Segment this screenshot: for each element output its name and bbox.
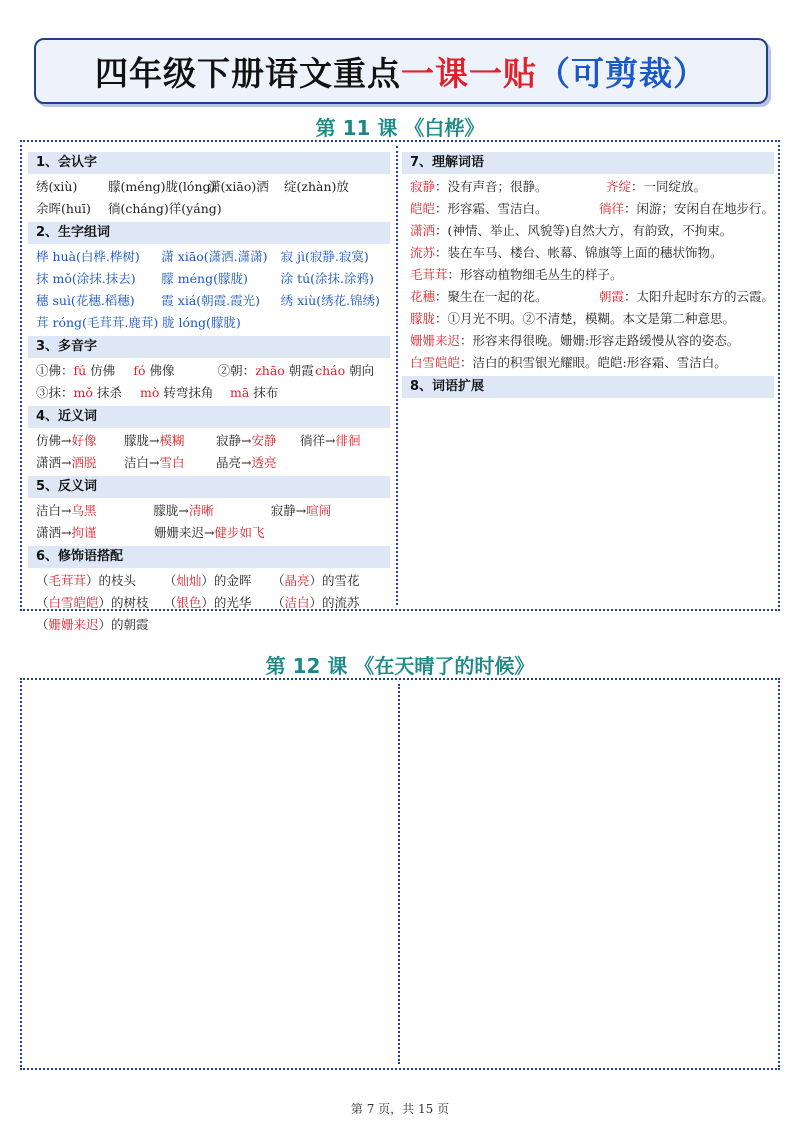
item-cell: 朦(méng)胧(lóng) xyxy=(108,179,216,194)
modifier: 洁白 xyxy=(284,595,310,610)
paren: （ xyxy=(36,595,49,610)
paren: （ xyxy=(36,617,49,632)
word: 朦胧→ xyxy=(124,433,160,448)
answer: 拘谨 xyxy=(71,525,97,540)
item-cell xyxy=(36,312,162,334)
meaning: ：①月光不明。②不清楚，模糊。本文是第二种意思。 xyxy=(435,311,736,326)
word: 仿佛→ xyxy=(36,433,72,448)
item-cell xyxy=(281,290,390,312)
word-pair xyxy=(36,500,153,522)
answer: 乌黑 xyxy=(71,503,97,518)
column-divider xyxy=(398,684,400,1064)
meaning: ：装在车马、楼台、帐幕、锦旗等上面的穗状饰物。 xyxy=(435,245,723,260)
glyph-pinyin: 潇 xiāo(潇洒.潇潇) xyxy=(161,249,268,264)
definition-row xyxy=(402,242,774,264)
term: 流苏 xyxy=(410,245,436,260)
glyph-pinyin: 朦 méng(朦胧) xyxy=(161,271,248,286)
item-cell xyxy=(315,360,390,382)
definition-row xyxy=(402,220,774,242)
lesson-11-left-column xyxy=(28,150,390,636)
definition-row xyxy=(402,308,774,330)
word-pair xyxy=(36,430,124,452)
item-cell xyxy=(133,360,217,382)
noun: 的金晖 xyxy=(213,573,252,588)
meaning: ：形容动植物细毛丛生的样子。 xyxy=(447,267,623,282)
paren: ） xyxy=(98,595,112,610)
item-cell xyxy=(161,290,280,312)
paren: （ xyxy=(36,573,49,588)
definition-row xyxy=(402,286,774,308)
list-item xyxy=(28,452,390,474)
answer: 透亮 xyxy=(251,455,277,470)
term: 潇洒 xyxy=(410,223,436,238)
word: 抹布 xyxy=(249,385,279,400)
word-pair xyxy=(300,430,390,452)
list-item xyxy=(28,246,390,268)
list-item xyxy=(28,198,390,220)
item-cell: 徜(cháng)徉(yáng) xyxy=(108,201,222,216)
paren: （ xyxy=(272,573,285,588)
lesson-11-title: 第 11 课 《白桦》 xyxy=(315,116,485,140)
lesson-12-card xyxy=(20,678,780,1070)
modifier: 毛茸茸 xyxy=(48,573,87,588)
word-pair xyxy=(216,452,300,474)
meaning: ：形容来得很晚。姗姗:形容走路缓慢从容的姿态。 xyxy=(460,333,740,348)
banner-note: （可剪裁） xyxy=(537,53,707,93)
lesson-11-right-column xyxy=(402,150,774,400)
item-cell: 绽(zhàn)放 xyxy=(284,179,349,194)
meaning: ：没有声音；很静。 xyxy=(435,179,548,194)
word: 朦胧→ xyxy=(153,503,189,518)
section-heading: 7、理解词语 xyxy=(402,152,774,174)
list-item xyxy=(28,592,390,614)
section-heading: 3、多音字 xyxy=(28,336,390,358)
paren: ） xyxy=(98,617,112,632)
pinyin: fó xyxy=(133,363,146,378)
paren: （ xyxy=(163,595,177,610)
list-item xyxy=(28,500,390,522)
phrase xyxy=(272,592,390,614)
answer: 健步如飞 xyxy=(214,525,265,540)
word: 寂静→ xyxy=(216,433,252,448)
paren: ） xyxy=(86,573,99,588)
definition-row xyxy=(402,264,774,286)
answer: 好像 xyxy=(71,433,97,448)
section-heading: 5、反义词 xyxy=(28,476,390,498)
phrase xyxy=(36,570,164,592)
definition-row xyxy=(402,330,774,352)
term: 朝霞 xyxy=(598,289,624,304)
definition xyxy=(410,198,599,220)
pinyin: mǒ xyxy=(73,385,93,400)
modifier: 白雪皑皑 xyxy=(48,595,99,610)
list-item xyxy=(28,430,390,452)
list-item xyxy=(28,176,390,198)
noun: 的光华 xyxy=(213,595,252,610)
term: 齐绽 xyxy=(606,179,632,194)
meaning: ：一同绽放。 xyxy=(631,179,707,194)
word: 徜徉→ xyxy=(300,433,336,448)
word: 潇洒→ xyxy=(36,525,72,540)
word-prefix: ③抹： xyxy=(36,385,74,400)
paren: （ xyxy=(163,573,177,588)
phrase xyxy=(36,592,164,614)
glyph-pinyin: 寂 jì(寂静.寂寞) xyxy=(280,249,369,264)
word: 潇洒→ xyxy=(36,455,72,470)
lesson-12-title: 第 12 课 《在天晴了的时候》 xyxy=(265,654,535,678)
word: 洁白→ xyxy=(124,455,160,470)
word: 抹杀 xyxy=(92,385,122,400)
item-cell xyxy=(36,246,161,268)
word: 朝向 xyxy=(345,363,375,378)
noun: 的树枝 xyxy=(111,595,149,610)
list-item xyxy=(28,570,390,592)
paren: ） xyxy=(309,573,323,588)
list-item xyxy=(28,268,390,290)
pinyin: fú xyxy=(73,363,87,378)
definition xyxy=(606,176,706,198)
answer: 清晰 xyxy=(188,503,214,518)
word-pair xyxy=(154,522,272,544)
section-heading: 1、会认字 xyxy=(28,152,390,174)
definition xyxy=(410,352,727,374)
noun: 的枝头 xyxy=(98,573,137,588)
definition-row xyxy=(402,198,774,220)
pinyin: cháo xyxy=(315,363,346,378)
meaning: ：洁白的积雪银光耀眼。皑皑:形容霜、雪洁白。 xyxy=(460,355,727,370)
noun: 的雪花 xyxy=(322,573,360,588)
word: 转弯抹角 xyxy=(159,385,214,400)
meaning: ：太阳升起时东方的云霞。 xyxy=(623,289,774,304)
modifier: 晶亮 xyxy=(284,573,310,588)
glyph-pinyin: 霞 xiá(朝霞.霞光) xyxy=(161,293,260,308)
pinyin: mā xyxy=(230,385,250,400)
item-cell xyxy=(140,382,230,404)
noun: 的朝霞 xyxy=(111,617,149,632)
term: 花穗 xyxy=(410,289,436,304)
answer: 安静 xyxy=(251,433,277,448)
meaning: ：形容霜、雪洁白。 xyxy=(435,201,548,216)
lesson-11-card xyxy=(20,140,780,632)
meaning: ：(神情、举止、风貌等)自然大方，有韵致，不拘束。 xyxy=(435,223,733,238)
list-item xyxy=(28,382,390,404)
definition xyxy=(410,330,739,352)
glyph-pinyin: 胧 lóng(朦胧) xyxy=(162,315,241,330)
banner-highlight: 一课一贴 xyxy=(401,53,537,93)
definition xyxy=(410,264,623,286)
paren: ） xyxy=(309,595,323,610)
word: 佛像 xyxy=(145,363,175,378)
answer: 模糊 xyxy=(159,433,185,448)
item-cell xyxy=(36,268,161,290)
list-item xyxy=(28,360,390,382)
term: 白雪皑皑 xyxy=(410,355,461,370)
answer: 徘徊 xyxy=(335,433,361,448)
definition xyxy=(410,308,735,330)
word: 晶亮→ xyxy=(216,455,252,470)
word-pair xyxy=(124,452,216,474)
answer: 雪白 xyxy=(159,455,185,470)
term: 寂静 xyxy=(410,179,436,194)
item-cell: 绣(xiù) xyxy=(36,179,78,194)
word-pair xyxy=(36,452,124,474)
phrase xyxy=(164,592,272,614)
page-banner xyxy=(34,38,768,104)
meaning: ：闲游；安闲自在地步行。 xyxy=(623,201,774,216)
word-prefix: ②朝： xyxy=(217,363,256,378)
answer: 喧闹 xyxy=(306,503,332,518)
word-pair xyxy=(271,500,390,522)
word: 洁白→ xyxy=(36,503,72,518)
definition xyxy=(599,286,774,308)
item-cell xyxy=(36,290,161,312)
glyph-pinyin: 穗 suì(花穗.稻穗) xyxy=(36,293,135,308)
word-pair xyxy=(124,430,216,452)
definition xyxy=(410,176,606,198)
section-heading: 2、生字组词 xyxy=(28,222,390,244)
item-cell: 潇(xiāo)洒 xyxy=(208,179,269,194)
section-heading: 8、词语扩展 xyxy=(402,376,774,398)
paren: ） xyxy=(201,595,214,610)
item-cell xyxy=(281,246,390,268)
list-item xyxy=(28,312,390,334)
definition xyxy=(410,220,732,242)
phrase xyxy=(272,570,390,592)
modifier: 银色 xyxy=(176,595,202,610)
glyph-pinyin: 绣 xiù(绣花.锦绣) xyxy=(280,293,380,308)
glyph-pinyin: 抹 mǒ(涂抹.抹去) xyxy=(36,271,136,286)
column-divider xyxy=(396,146,398,605)
glyph-pinyin: 茸 róng(毛茸茸.鹿茸) xyxy=(36,315,159,330)
item-cell xyxy=(162,312,282,334)
glyph-pinyin: 桦 huà(白桦.桦树) xyxy=(36,249,140,264)
definition-row xyxy=(402,352,774,374)
noun: 的流苏 xyxy=(322,595,360,610)
word-pair xyxy=(36,522,154,544)
paren: （ xyxy=(272,595,285,610)
list-item xyxy=(28,522,390,544)
definition xyxy=(410,242,723,264)
definition xyxy=(410,286,599,308)
word: 寂静→ xyxy=(270,503,307,518)
phrase xyxy=(164,570,272,592)
definition xyxy=(599,198,774,220)
phrase xyxy=(36,614,166,636)
word-pair xyxy=(216,430,300,452)
pinyin: zhāo xyxy=(255,363,285,378)
word: 朝霞 xyxy=(284,363,314,378)
term: 朦胧 xyxy=(410,311,436,326)
answer: 洒脱 xyxy=(71,455,97,470)
item-cell xyxy=(281,268,390,290)
definition-row xyxy=(402,176,774,198)
term: 皑皑 xyxy=(410,201,436,216)
list-item xyxy=(28,614,390,636)
item-cell xyxy=(230,382,334,404)
modifier: 姗姗来迟 xyxy=(48,617,99,632)
word-pair xyxy=(153,500,270,522)
item-cell xyxy=(36,360,133,382)
term: 姗姗来迟 xyxy=(410,333,461,348)
banner-title: 四年级下册语文重点 xyxy=(95,53,401,93)
item-cell xyxy=(218,360,315,382)
word: 仿佛 xyxy=(86,363,116,378)
section-heading: 6、修饰语搭配 xyxy=(28,546,390,568)
meaning: ：聚生在一起的花。 xyxy=(435,289,548,304)
term: 毛茸茸 xyxy=(410,267,448,282)
item-cell xyxy=(161,246,280,268)
modifier: 灿灿 xyxy=(176,573,202,588)
term: 徜徉 xyxy=(598,201,624,216)
item-cell xyxy=(161,268,280,290)
section-heading: 4、近义词 xyxy=(28,406,390,428)
glyph-pinyin: 涂 tú(涂抹.涂鸦) xyxy=(280,271,374,286)
list-item xyxy=(28,290,390,312)
word-prefix: ①佛： xyxy=(36,363,74,378)
page-footer: 第 7 页，共 15 页 xyxy=(350,1102,450,1116)
paren: ） xyxy=(201,573,214,588)
item-cell: 余晖(huī) xyxy=(36,201,91,216)
pinyin: mò xyxy=(140,385,160,400)
word: 姗姗来迟→ xyxy=(154,525,215,540)
item-cell xyxy=(36,382,140,404)
